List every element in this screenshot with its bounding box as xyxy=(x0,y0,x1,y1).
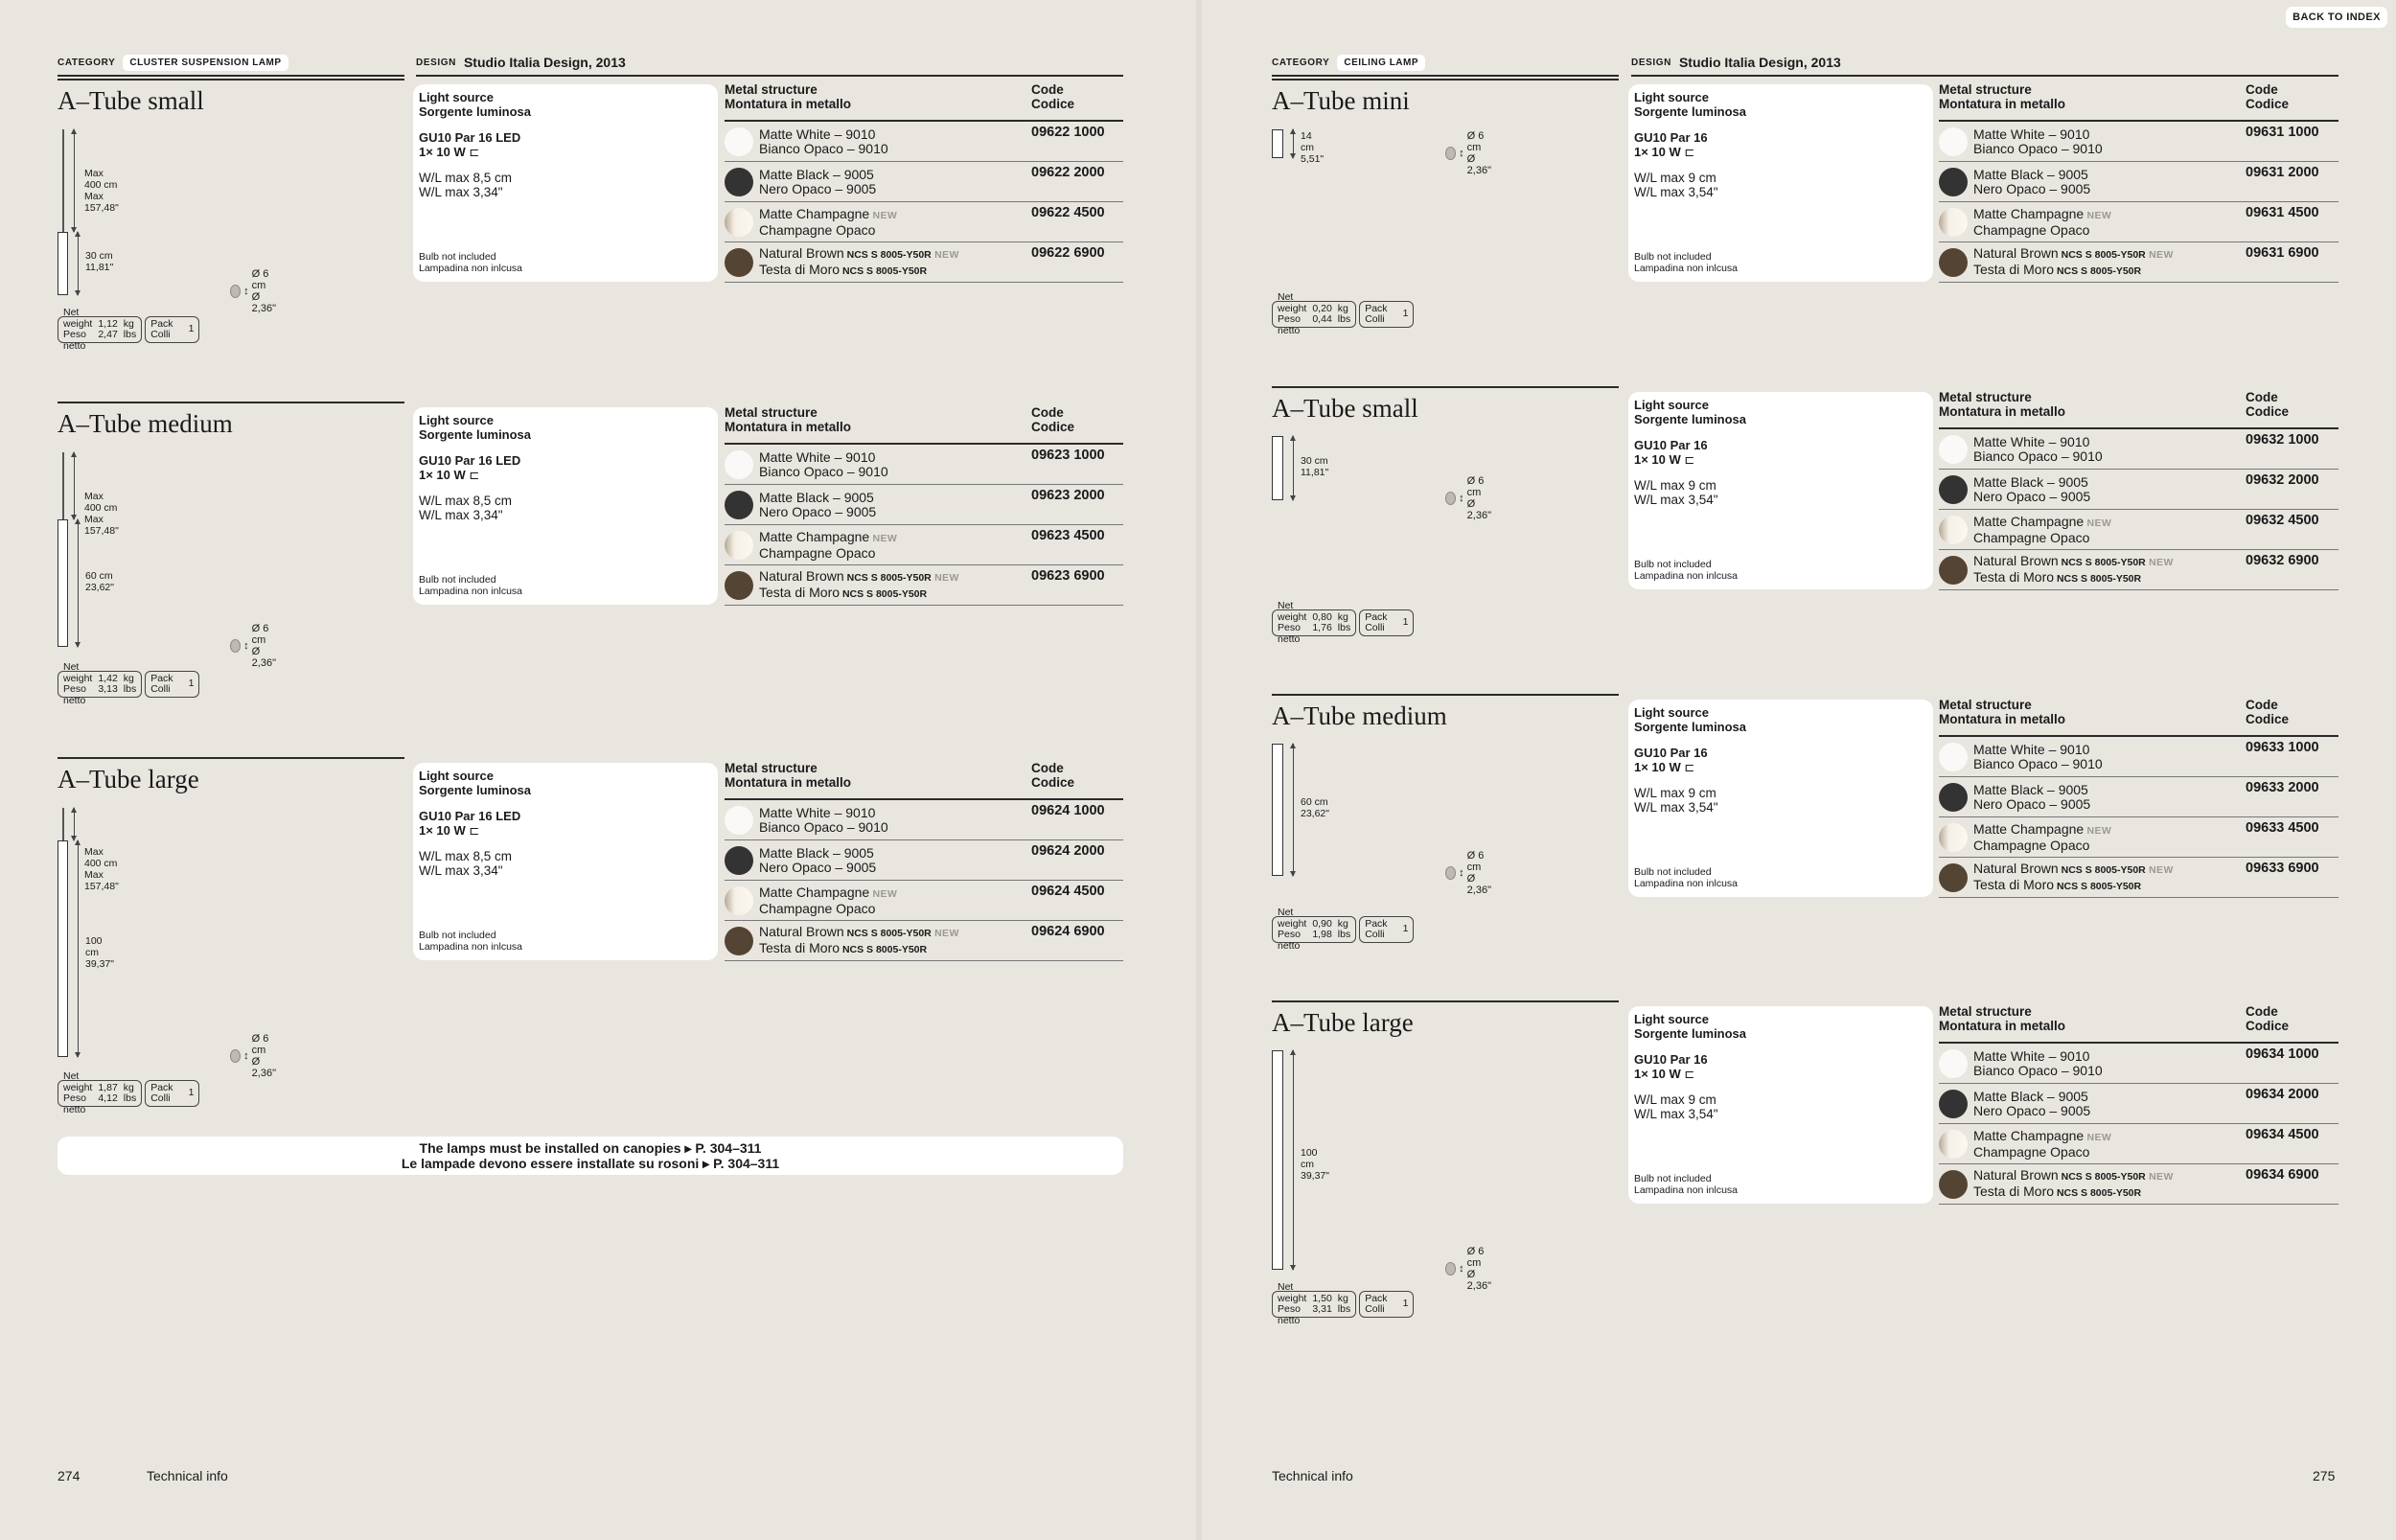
diameter-arrow-icon: ↕ xyxy=(1459,147,1464,159)
footer-label-right: Technical info xyxy=(1272,1468,1353,1483)
canopy-installation-note[interactable] xyxy=(58,1137,1123,1175)
category-badge: CEILING LAMP xyxy=(1337,55,1425,71)
metal-structure-column xyxy=(1939,696,2247,898)
diameter-circle-icon xyxy=(230,639,241,653)
weight-box: Net weight Peso netto 1,12 2,47 kg lbs xyxy=(58,316,142,343)
product-title-column xyxy=(1272,386,1619,424)
finish-swatch xyxy=(725,886,753,915)
finish-name: Natural Brown NCS S 8005-Y50R NEW Testa di Moro NCS S 8005-Y50R xyxy=(1973,860,2174,892)
finish-name: Matte Black – 9005 Nero Opaco – 9005 xyxy=(1973,1088,2091,1118)
code-column xyxy=(2246,388,2338,590)
finish-row xyxy=(1939,429,2247,470)
lamp-tube-drawing xyxy=(1272,129,1283,158)
product-title: A–Tube medium xyxy=(1272,701,1447,730)
product-code: 09631 6900 xyxy=(2246,242,2338,283)
metal-structure-header: Metal structure Montatura in metallo xyxy=(725,403,1033,445)
finish-name: Matte Champagne NEW Champagne Opaco xyxy=(759,528,898,561)
bulb-type: GU10 Par 16 xyxy=(1634,438,1708,452)
product-code: 09632 2000 xyxy=(2246,470,2338,510)
metal-structure-column xyxy=(725,759,1033,961)
finish-swatch xyxy=(1939,783,1968,812)
weight-info xyxy=(58,1070,199,1115)
diameter-arrow-icon: ↕ xyxy=(1459,492,1464,504)
product-code: 09623 1000 xyxy=(1031,445,1123,485)
finish-name: Natural Brown NCS S 8005-Y50R NEW Testa di Moro NCS S 8005-Y50R xyxy=(1973,1166,2174,1199)
product-code: 09631 4500 xyxy=(2246,202,2338,242)
finish-name: Matte Champagne NEW Champagne Opaco xyxy=(759,205,898,238)
product-code: 09633 6900 xyxy=(2246,858,2338,898)
finish-swatch xyxy=(1939,435,1968,464)
diameter-circle-icon xyxy=(230,1049,241,1063)
category-badge: CLUSTER SUSPENSION LAMP xyxy=(123,55,288,71)
bulb-not-included-note: Bulb not included Lampadina non inlcusa xyxy=(1634,1173,1738,1196)
lamp-tube-drawing xyxy=(1272,436,1283,500)
weight-info xyxy=(58,661,199,706)
code-header: Code Codice xyxy=(2246,696,2338,737)
product-code: 09634 6900 xyxy=(2246,1164,2338,1205)
code-header: Code Codice xyxy=(1031,759,1123,800)
diameter-circle-icon xyxy=(1445,866,1456,880)
finish-name: Natural Brown NCS S 8005-Y50R NEW Testa di Moro NCS S 8005-Y50R xyxy=(759,567,959,600)
finish-name: Matte White – 9010 Bianco Opaco – 9010 xyxy=(1973,126,2103,156)
design-label: DESIGN xyxy=(1631,57,1671,68)
length-dimension-text: 100 cm 39,37" xyxy=(1301,1146,1330,1182)
diameter-arrow-icon: ↕ xyxy=(1459,1262,1464,1275)
finish-row xyxy=(725,525,1033,565)
finish-swatch xyxy=(725,571,753,600)
product-code: 09633 2000 xyxy=(2246,777,2338,817)
weight-box: Net weight Peso netto 0,80 1,76 kg lbs xyxy=(1272,609,1356,636)
product-title: A–Tube small xyxy=(1272,394,1418,423)
length-dimension-text: 14 cm 5,51" xyxy=(1301,130,1325,165)
finish-swatch xyxy=(1939,475,1968,504)
finish-swatch xyxy=(725,927,753,955)
finish-row xyxy=(1939,122,2247,162)
product-title: A–Tube large xyxy=(58,765,199,793)
metal-structure-header: Metal structure Montatura in metallo xyxy=(1939,1002,2247,1044)
metal-structure-column xyxy=(1939,80,2247,283)
length-dimension-arrow xyxy=(1293,744,1294,876)
category-label: CATEGORY xyxy=(1272,57,1330,68)
suspension-cable xyxy=(62,452,64,519)
finish-row xyxy=(1939,777,2247,817)
lamp-tube-drawing xyxy=(1272,1050,1283,1270)
design-value: Studio Italia Design, 2013 xyxy=(1678,55,1841,70)
product-code: 09634 2000 xyxy=(2246,1084,2338,1124)
finish-row xyxy=(725,202,1033,242)
finish-swatch xyxy=(725,450,753,479)
product-title-column xyxy=(1272,1000,1619,1038)
product-code: 09632 6900 xyxy=(2246,550,2338,590)
finish-name: Matte White – 9010 Bianco Opaco – 9010 xyxy=(1973,741,2103,771)
suspension-cable xyxy=(62,808,64,840)
finish-name: Matte Champagne NEW Champagne Opaco xyxy=(1973,820,2112,853)
product-code: 09634 1000 xyxy=(2246,1044,2338,1084)
finish-row xyxy=(1939,858,2247,898)
length-dimension-text: 100 cm 39,37" xyxy=(85,935,115,970)
finish-name: Matte Black – 9005 Nero Opaco – 9005 xyxy=(1973,781,2091,812)
finish-swatch xyxy=(725,846,753,875)
length-dimension-text: 60 cm 23,62" xyxy=(85,569,115,593)
footer-label-left: Technical info xyxy=(147,1468,228,1483)
finish-name: Matte White – 9010 Bianco Opaco – 9010 xyxy=(1973,1047,2103,1078)
product-code: 09623 2000 xyxy=(1031,485,1123,525)
bulb-not-included-note: Bulb not included Lampadina non inlcusa xyxy=(419,574,522,597)
diameter-arrow-icon: ↕ xyxy=(243,1049,249,1062)
design-header-left xyxy=(416,50,1123,77)
code-column xyxy=(2246,696,2338,898)
finish-row xyxy=(1939,470,2247,510)
finish-name: Matte Champagne NEW Champagne Opaco xyxy=(1973,1127,2112,1160)
bulb-icon: ⊏ xyxy=(469,823,480,838)
code-column xyxy=(1031,80,1123,283)
light-source-box: Light source Sorgente luminosa GU10 Par 16 LED 1× 10 W ⊏ W/L max 8,5 cm W/L max 3,34" Bulb not included Lampadina non inlcusa xyxy=(413,763,718,960)
length-dimension-text: 30 cm 11,81" xyxy=(1301,454,1329,478)
finish-name: Natural Brown NCS S 8005-Y50R NEW Testa di Moro NCS S 8005-Y50R xyxy=(1973,552,2174,585)
finish-swatch xyxy=(725,531,753,560)
product-code: 09631 2000 xyxy=(2246,162,2338,202)
code-header: Code Codice xyxy=(1031,403,1123,445)
finish-swatch xyxy=(1939,863,1968,892)
product-title: A–Tube medium xyxy=(58,409,233,438)
finish-row xyxy=(1939,817,2247,858)
finish-name: Matte Black – 9005 Nero Opaco – 9005 xyxy=(759,166,877,196)
light-source-box: Light source Sorgente luminosa GU10 Par 16 1× 10 W ⊏ W/L max 9 cm W/L max 3,54" Bulb not included Lampadina non inlcusa xyxy=(1628,392,1933,589)
code-column xyxy=(2246,80,2338,283)
product-code: 09622 4500 xyxy=(1031,202,1123,242)
finish-swatch xyxy=(1939,556,1968,585)
finish-name: Matte White – 9010 Bianco Opaco – 9010 xyxy=(1973,433,2103,464)
finish-row xyxy=(1939,550,2247,590)
note-en: The lamps must be installed on canopies ▸ P. 304–311 xyxy=(419,1140,762,1156)
finish-row xyxy=(725,921,1033,961)
code-header: Code Codice xyxy=(1031,80,1123,122)
finish-swatch xyxy=(1939,248,1968,277)
finish-name: Matte Black – 9005 Nero Opaco – 9005 xyxy=(1973,473,2091,504)
metal-structure-header: Metal structure Montatura in metallo xyxy=(725,80,1033,122)
light-source-box: Light source Sorgente luminosa GU10 Par 16 1× 10 W ⊏ W/L max 9 cm W/L max 3,54" Bulb not included Lampadina non inlcusa xyxy=(1628,700,1933,897)
product-code: 09632 4500 xyxy=(2246,510,2338,550)
metal-structure-header: Metal structure Montatura in metallo xyxy=(725,759,1033,800)
weight-box: Net weight Peso netto 0,20 0,44 kg lbs xyxy=(1272,301,1356,328)
bulb-type: GU10 Par 16 xyxy=(1634,746,1708,760)
finish-row xyxy=(1939,1084,2247,1124)
finish-swatch xyxy=(725,168,753,196)
finish-swatch xyxy=(1939,208,1968,237)
length-dimension-arrow xyxy=(78,519,79,647)
category-label: CATEGORY xyxy=(58,57,116,68)
weight-box: Net weight Peso netto 1,87 4,12 kg lbs xyxy=(58,1080,142,1107)
metal-structure-column xyxy=(1939,1002,2247,1205)
bulb-icon: ⊏ xyxy=(1684,145,1695,159)
lamp-tube-drawing xyxy=(1272,744,1283,876)
light-source-box: Light source Sorgente luminosa GU10 Par 16 1× 10 W ⊏ W/L max 9 cm W/L max 3,54" Bulb not included Lampadina non inlcusa xyxy=(1628,1006,1933,1204)
light-source-box: Light source Sorgente luminosa GU10 Par 16 LED 1× 10 W ⊏ W/L max 8,5 cm W/L max 3,34" Bulb not included Lampadina non inlcusa xyxy=(413,407,718,605)
product-code: 09622 2000 xyxy=(1031,162,1123,202)
product-title-column xyxy=(58,402,404,439)
finish-row xyxy=(725,840,1033,881)
bulb-type: GU10 Par 16 LED xyxy=(419,809,521,823)
product-code: 09624 6900 xyxy=(1031,921,1123,961)
finish-swatch xyxy=(725,806,753,835)
finish-row xyxy=(1939,510,2247,550)
finish-swatch xyxy=(1939,127,1968,156)
finish-name: Matte Black – 9005 Nero Opaco – 9005 xyxy=(759,844,877,875)
light-source-box: Light source Sorgente luminosa GU10 Par 16 LED 1× 10 W ⊏ W/L max 8,5 cm W/L max 3,34" Bulb not included Lampadina non inlcusa xyxy=(413,84,718,282)
back-to-index-button[interactable]: BACK TO INDEX xyxy=(2286,7,2387,28)
note-it: Le lampade devono essere installate su rosoni ▸ P. 304–311 xyxy=(401,1156,780,1171)
product-title: A–Tube large xyxy=(1272,1008,1414,1037)
diameter-arrow-icon: ↕ xyxy=(243,285,249,297)
bulb-type: GU10 Par 16 xyxy=(1634,1052,1708,1067)
product-title-column xyxy=(58,757,404,794)
diameter-circle-icon xyxy=(230,285,241,298)
length-dimension-arrow xyxy=(1293,436,1294,500)
finish-row xyxy=(725,445,1033,485)
weight-box: Net weight Peso netto 1,50 3,31 kg lbs xyxy=(1272,1291,1356,1318)
product-code: 09622 1000 xyxy=(1031,122,1123,162)
finish-swatch xyxy=(1939,516,1968,544)
weight-info xyxy=(1272,600,1414,645)
pack-box: Pack Colli 1 xyxy=(1359,916,1414,943)
finish-swatch xyxy=(725,127,753,156)
product-code: 09622 6900 xyxy=(1031,242,1123,283)
cable-dimension-text: Max 400 cm Max 157,48" xyxy=(84,168,119,214)
weight-info xyxy=(1272,291,1414,336)
product-title-column xyxy=(1272,79,1619,116)
finish-swatch xyxy=(1939,1130,1968,1159)
diameter-circle-icon xyxy=(1445,492,1456,505)
design-label: DESIGN xyxy=(416,57,456,68)
finish-row xyxy=(1939,737,2247,777)
length-dimension-arrow xyxy=(1293,1050,1294,1270)
finish-swatch xyxy=(1939,743,1968,771)
finish-row xyxy=(725,565,1033,606)
finish-row xyxy=(725,485,1033,525)
product-code: 09633 1000 xyxy=(2246,737,2338,777)
pack-box: Pack Colli 1 xyxy=(1359,301,1414,328)
finish-name: Natural Brown NCS S 8005-Y50R NEW Testa di Moro NCS S 8005-Y50R xyxy=(759,244,959,277)
diameter-spec: ↕ Ø 6 cm Ø 2,36" xyxy=(230,623,279,669)
finish-name: Matte Black – 9005 Nero Opaco – 9005 xyxy=(759,489,877,519)
finish-name: Matte White – 9010 Bianco Opaco – 9010 xyxy=(759,126,888,156)
finish-row xyxy=(1939,1044,2247,1084)
diameter-spec: ↕ Ø 6 cm Ø 2,36" xyxy=(1445,475,1494,521)
product-code: 09624 1000 xyxy=(1031,800,1123,840)
bulb-icon: ⊏ xyxy=(1684,760,1695,774)
diameter-spec: ↕ Ø 6 cm Ø 2,36" xyxy=(230,268,279,314)
finish-swatch xyxy=(1939,168,1968,196)
pack-box: Pack Colli 1 xyxy=(145,316,199,343)
product-code: 09624 2000 xyxy=(1031,840,1123,881)
pack-box: Pack Colli 1 xyxy=(1359,1291,1414,1318)
suspension-cable xyxy=(62,129,64,232)
diameter-spec: ↕ Ø 6 cm Ø 2,36" xyxy=(1445,130,1494,176)
product-code: 09632 1000 xyxy=(2246,429,2338,470)
metal-structure-header: Metal structure Montatura in metallo xyxy=(1939,80,2247,122)
lamp-tube-drawing xyxy=(58,840,68,1057)
diameter-spec: ↕ Ø 6 cm Ø 2,36" xyxy=(230,1033,279,1079)
product-title: A–Tube mini xyxy=(1272,86,1410,115)
code-column xyxy=(1031,403,1123,606)
finish-name: Matte Champagne NEW Champagne Opaco xyxy=(1973,205,2112,238)
cable-dimension-arrow xyxy=(74,129,75,232)
finish-swatch xyxy=(1939,823,1968,852)
lamp-tube-drawing xyxy=(58,519,68,647)
bulb-icon: ⊏ xyxy=(1684,1067,1695,1081)
finish-name: Matte Champagne NEW Champagne Opaco xyxy=(1973,513,2112,545)
length-dimension-arrow xyxy=(78,840,79,1057)
finish-name: Matte Champagne NEW Champagne Opaco xyxy=(759,884,898,916)
finish-swatch xyxy=(725,208,753,237)
bulb-type: GU10 Par 16 LED xyxy=(419,453,521,468)
finish-swatch xyxy=(1939,1049,1968,1078)
pack-box: Pack Colli 1 xyxy=(1359,609,1414,636)
bulb-not-included-note: Bulb not included Lampadina non inlcusa xyxy=(1634,251,1738,274)
weight-box: Net weight Peso netto 1,42 3,13 kg lbs xyxy=(58,671,142,698)
finish-row xyxy=(1939,1124,2247,1164)
pack-box: Pack Colli 1 xyxy=(145,1080,199,1107)
weight-info xyxy=(1272,907,1414,952)
finish-name: Matte White – 9010 Bianco Opaco – 9010 xyxy=(759,804,888,835)
finish-row xyxy=(1939,202,2247,242)
finish-name: Matte White – 9010 Bianco Opaco – 9010 xyxy=(759,448,888,479)
code-column xyxy=(1031,759,1123,961)
bulb-not-included-note: Bulb not included Lampadina non inlcusa xyxy=(419,930,522,953)
light-source-box: Light source Sorgente luminosa GU10 Par 16 1× 10 W ⊏ W/L max 9 cm W/L max 3,54" Bulb not included Lampadina non inlcusa xyxy=(1628,84,1933,282)
weight-info xyxy=(58,307,199,352)
diameter-circle-icon xyxy=(1445,1262,1456,1276)
code-header: Code Codice xyxy=(2246,388,2338,429)
metal-structure-column xyxy=(1939,388,2247,590)
length-dimension-arrow xyxy=(78,232,79,295)
weight-info xyxy=(1272,1281,1414,1326)
metal-structure-header: Metal structure Montatura in metallo xyxy=(1939,696,2247,737)
product-code: 09624 4500 xyxy=(1031,881,1123,921)
cable-dimension-text: Max 400 cm Max 157,48" xyxy=(84,846,119,892)
diameter-circle-icon xyxy=(1445,147,1456,160)
finish-swatch xyxy=(725,491,753,519)
code-header: Code Codice xyxy=(2246,1002,2338,1044)
finish-row xyxy=(1939,162,2247,202)
design-value: Studio Italia Design, 2013 xyxy=(463,55,626,70)
product-title-column xyxy=(58,79,404,116)
finish-row xyxy=(1939,1164,2247,1205)
bulb-type: GU10 Par 16 LED xyxy=(419,130,521,145)
finish-row xyxy=(725,122,1033,162)
finish-row xyxy=(1939,242,2247,283)
code-header: Code Codice xyxy=(2246,80,2338,122)
bulb-type: GU10 Par 16 xyxy=(1634,130,1708,145)
product-code: 09634 4500 xyxy=(2246,1124,2338,1164)
length-dimension-text: 30 cm 11,81" xyxy=(85,250,114,273)
page-number-right: 275 xyxy=(2313,1468,2336,1483)
product-code: 09623 4500 xyxy=(1031,525,1123,565)
diameter-arrow-icon: ↕ xyxy=(243,639,249,652)
bulb-icon: ⊏ xyxy=(469,468,480,482)
page-gutter xyxy=(1196,0,1202,1540)
bulb-icon: ⊏ xyxy=(1684,452,1695,467)
bulb-not-included-note: Bulb not included Lampadina non inlcusa xyxy=(1634,866,1738,889)
lamp-tube-drawing xyxy=(58,232,68,295)
finish-swatch xyxy=(725,248,753,277)
diameter-spec: ↕ Ø 6 cm Ø 2,36" xyxy=(1445,850,1494,896)
bulb-not-included-note: Bulb not included Lampadina non inlcusa xyxy=(419,251,522,274)
page-number-left: 274 xyxy=(58,1468,81,1483)
cable-dimension-arrow xyxy=(74,808,75,840)
product-title: A–Tube small xyxy=(58,86,204,115)
finish-swatch xyxy=(1939,1090,1968,1118)
diameter-spec: ↕ Ø 6 cm Ø 2,36" xyxy=(1445,1246,1494,1292)
metal-structure-header: Metal structure Montatura in metallo xyxy=(1939,388,2247,429)
product-code: 09631 1000 xyxy=(2246,122,2338,162)
code-column xyxy=(2246,1002,2338,1205)
finish-row xyxy=(725,800,1033,840)
metal-structure-column xyxy=(725,403,1033,606)
cable-dimension-arrow xyxy=(74,452,75,519)
weight-box: Net weight Peso netto 0,90 1,98 kg lbs xyxy=(1272,916,1356,943)
bulb-icon: ⊏ xyxy=(469,145,480,159)
finish-row xyxy=(725,881,1033,921)
product-code: 09623 6900 xyxy=(1031,565,1123,606)
category-header-left xyxy=(58,50,404,77)
finish-swatch xyxy=(1939,1170,1968,1199)
finish-name: Natural Brown NCS S 8005-Y50R NEW Testa di Moro NCS S 8005-Y50R xyxy=(759,923,959,955)
diameter-arrow-icon: ↕ xyxy=(1459,866,1464,879)
finish-name: Natural Brown NCS S 8005-Y50R NEW Testa di Moro NCS S 8005-Y50R xyxy=(1973,244,2174,277)
length-dimension-arrow xyxy=(1293,129,1294,158)
product-code: 09633 4500 xyxy=(2246,817,2338,858)
finish-row xyxy=(725,162,1033,202)
pack-box: Pack Colli 1 xyxy=(145,671,199,698)
category-header-right xyxy=(1272,50,1619,77)
design-header-right xyxy=(1631,50,2338,77)
cable-dimension-text: Max 400 cm Max 157,48" xyxy=(84,491,119,537)
finish-name: Matte Black – 9005 Nero Opaco – 9005 xyxy=(1973,166,2091,196)
length-dimension-text: 60 cm 23,62" xyxy=(1301,796,1330,819)
product-title-column xyxy=(1272,694,1619,731)
finish-row xyxy=(725,242,1033,283)
bulb-not-included-note: Bulb not included Lampadina non inlcusa xyxy=(1634,559,1738,582)
metal-structure-column xyxy=(725,80,1033,283)
